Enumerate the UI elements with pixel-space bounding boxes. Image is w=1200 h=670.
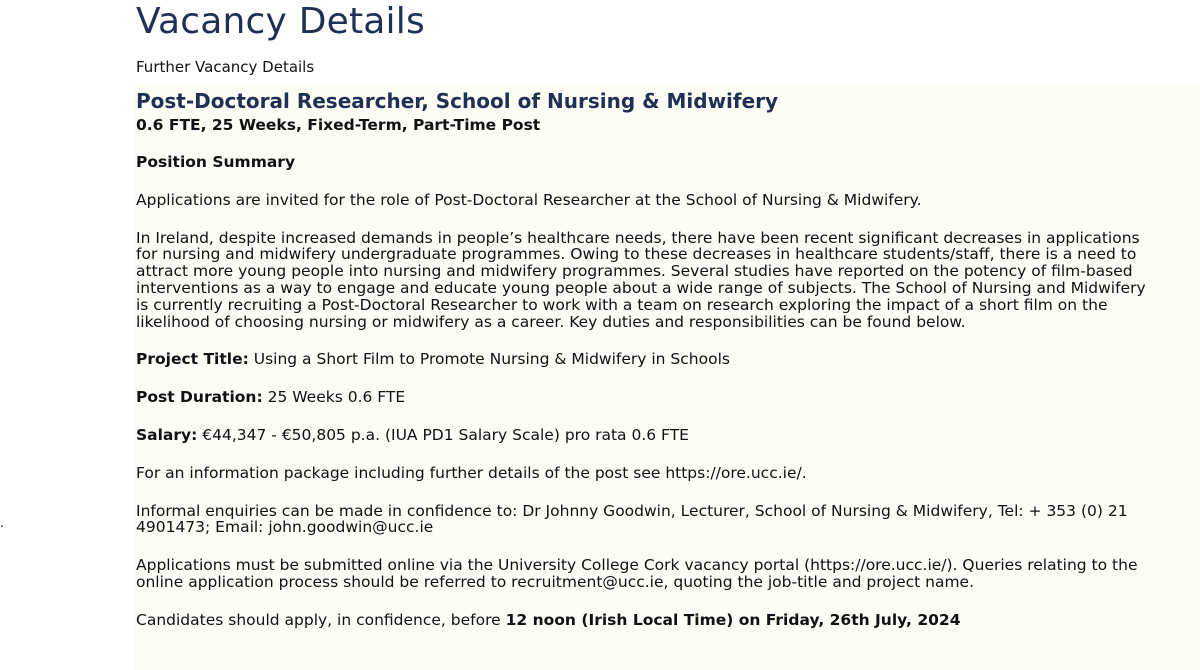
position-summary-heading: Position Summary	[136, 153, 296, 171]
description-line: is currently recruiting a Post-Doctoral Researcher to work with a team on research exploring the impact of a short film on the	[136, 295, 1108, 314]
project-title-value: Using a Short Film to Promote Nursing & Midwifery in Schools	[253, 350, 730, 369]
enquiries-paragraph	[136, 503, 1198, 537]
deadline-paragraph	[136, 612, 1198, 629]
project-title-label: Project Title:	[136, 350, 249, 369]
vacancy-content-panel	[134, 84, 1200, 670]
applications-paragraph	[136, 557, 1198, 591]
applications-line: Applications must be submitted online via the University College Cork vacancy portal (https://ore.ucc.ie/). Queries relating to the	[136, 556, 1138, 575]
enquiries-line: Informal enquiries can be made in confidence to: Dr Johnny Goodwin, Lecturer, School of Nursing & Midwifery, Tel: + 353 (0) 21	[136, 501, 1128, 520]
job-subtitle: 0.6 FTE, 25 Weeks, Fixed-Term, Part-Time Post	[136, 116, 541, 134]
info-package-paragraph: For an information package including further details of the post see https://ore.ucc.ie/.	[136, 463, 807, 482]
vacancy-content	[136, 84, 1198, 629]
post-duration-value: 25 Weeks 0.6 FTE	[267, 388, 406, 407]
stray-dot-mark: .	[0, 516, 4, 530]
enquiries-line: 4901473; Email: john.goodwin@ucc.ie	[136, 518, 434, 537]
salary-label: Salary:	[136, 425, 198, 444]
post-duration-label: Post Duration:	[136, 388, 263, 407]
page-title: Vacancy Details	[136, 1, 425, 42]
applications-line: online application process should be referred to recruitment@ucc.ie, quoting the job-title and project name.	[136, 572, 975, 591]
description-paragraph	[136, 230, 1198, 331]
description-line: likelihood of choosing nursing or midwifery as a career. Key duties and responsibilities can be found below.	[136, 312, 966, 331]
intro-paragraph: Applications are invited for the role of Post-Doctoral Researcher at the School of Nursing & Midwifery.	[136, 190, 922, 209]
salary-row	[136, 427, 1198, 444]
salary-value: €44,347 - €50,805 p.a. (IUA PD1 Salary Scale) pro rata 0.6 FTE	[202, 425, 689, 444]
section-label: Further Vacancy Details	[136, 58, 315, 76]
description-line: attract more young people into nursing and midwifery programmes. Several studies have reported on the potency of film-based	[136, 262, 1133, 281]
deadline-date: 12 noon (Irish Local Time) on Friday, 26th July, 2024	[505, 610, 961, 629]
description-line: for nursing and midwifery undergraduate programmes. Owing to these decreases in healthcare students/staff, there is a need to	[136, 245, 1137, 264]
deadline-prefix: Candidates should apply, in confidence, before	[136, 610, 501, 629]
post-duration-row	[136, 389, 1198, 406]
job-title: Post-Doctoral Researcher, School of Nursing & Midwifery	[136, 89, 779, 113]
description-line: In Ireland, despite increased demands in people’s healthcare needs, there have been recent significant decreases in applications	[136, 228, 1140, 247]
project-title-row	[136, 351, 1198, 368]
description-line: interventions as a way to engage and educate young people about a wide range of subjects. The School of Nursing and Midwifery	[136, 278, 1146, 297]
